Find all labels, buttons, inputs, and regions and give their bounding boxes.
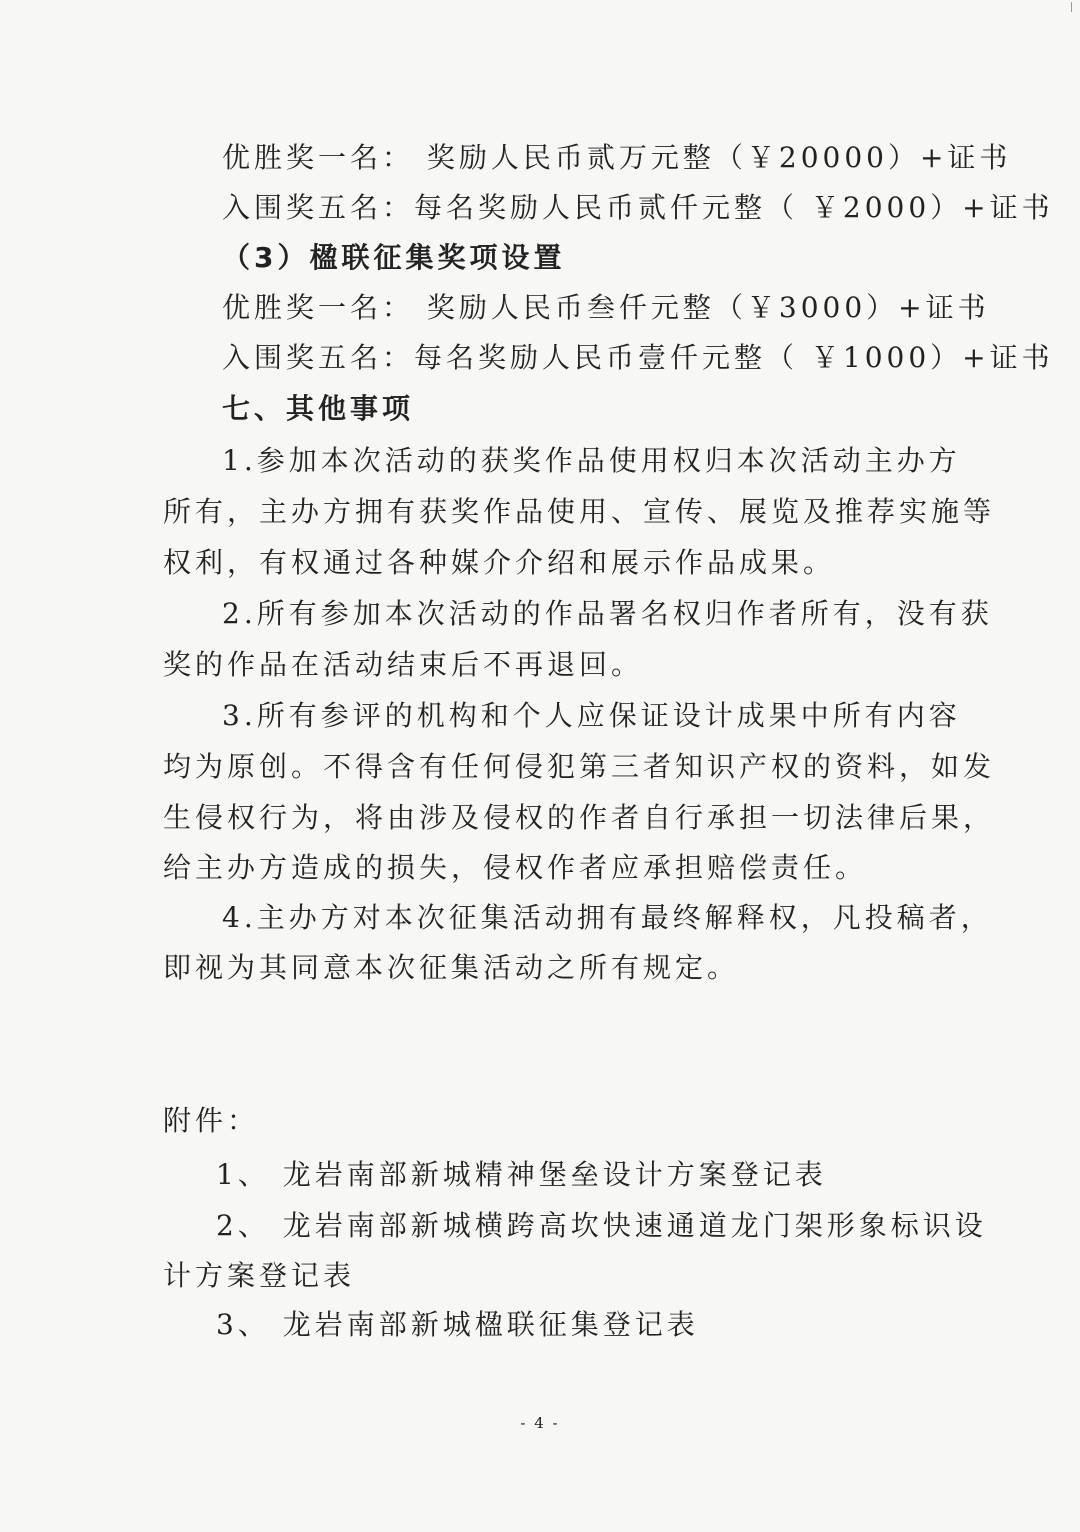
subsection-heading: （3）楹联征集奖项设置 [222, 241, 566, 274]
clause-line: 2.所有参加本次活动的作品署名权归作者所有，没有获 [222, 597, 993, 630]
attachment-item: 3、 龙岩南部新城楹联征集登记表 [216, 1308, 699, 1341]
clause-line: 即视为其同意本次征集活动之所有规定。 [163, 951, 740, 984]
award-line-2: 入围奖五名：每名奖励人民币贰仟元整（ ￥2000）+证书 [222, 191, 1054, 224]
attachments-label: 附件： [163, 1104, 260, 1137]
clause-line: 给主办方造成的损失，侵权作者应承担赔偿责任。 [163, 851, 868, 884]
award-line-1: 优胜奖一名： 奖励人民币贰万元整（￥20000）+证书 [222, 141, 1012, 174]
clause-line: 所有，主办方拥有获奖作品使用、宣传、展览及推荐实施等 [163, 495, 996, 528]
clause-line: 1.参加本次活动的获奖作品使用权归本次活动主办方 [222, 444, 961, 477]
clause-line: 权利，有权通过各种媒介介绍和展示作品成果。 [163, 546, 836, 579]
award-line-4: 入围奖五名：每名奖励人民币壹仟元整（ ￥1000）+证书 [222, 341, 1054, 374]
scan-edge-mark [1071, 2, 1072, 12]
page-number: - 4 - [520, 1414, 560, 1432]
attachment-item: 1、 龙岩南部新城精神堡垒设计方案登记表 [216, 1158, 827, 1191]
award-line-3: 优胜奖一名： 奖励人民币叁仟元整（￥3000）+证书 [222, 291, 990, 324]
clause-line: 生侵权行为，将由涉及侵权的作者自行承担一切法律后果， [163, 801, 996, 834]
clause-line: 3.所有参评的机构和个人应保证设计成果中所有内容 [222, 699, 961, 732]
clause-line: 4.主办方对本次征集活动拥有最终解释权，凡投稿者， [222, 901, 993, 934]
attachment-item: 计方案登记表 [163, 1259, 356, 1292]
attachment-item: 2、 龙岩南部新城横跨高坎快速通道龙门架形象标识设 [216, 1209, 987, 1242]
clause-line: 奖的作品在活动结束后不再退回。 [163, 648, 644, 681]
clause-line: 均为原创。不得含有任何侵犯第三者知识产权的资料，如发 [163, 750, 996, 783]
section-heading: 七、其他事项 [222, 392, 415, 425]
